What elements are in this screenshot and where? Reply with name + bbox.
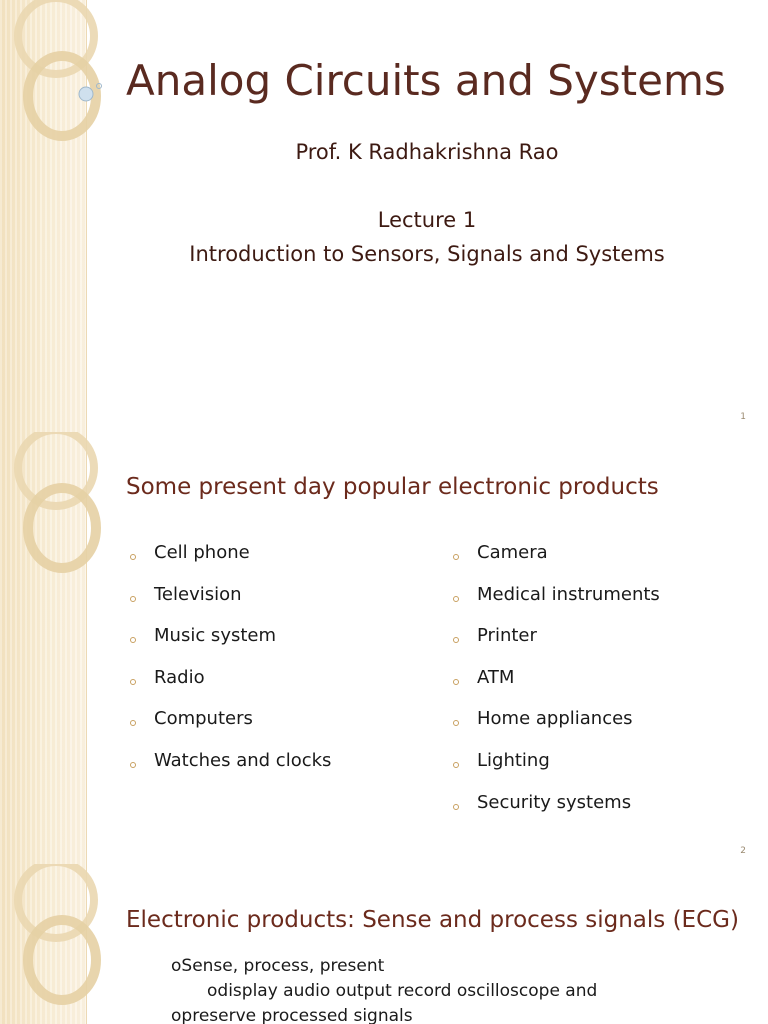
- list-item: Radio: [128, 667, 331, 709]
- bullet-icon: [453, 720, 459, 726]
- bullet-icon: [453, 637, 459, 643]
- bullet-marker: o: [171, 1006, 182, 1024]
- decorative-side-stripe: [0, 864, 87, 1024]
- list-item: oSense, process, present: [171, 956, 385, 976]
- list-item: Cell phone: [128, 542, 331, 584]
- product-list-left: [128, 542, 331, 792]
- list-item: Music system: [128, 625, 331, 667]
- list-item: Watches and clocks: [128, 750, 331, 792]
- list-item: Computers: [128, 708, 331, 750]
- bullet-icon: [453, 804, 459, 810]
- bullet-icon: [130, 637, 136, 643]
- bullet-icon: [130, 720, 136, 726]
- bullet-marker: o: [171, 956, 182, 976]
- list-item: Medical instruments: [451, 584, 660, 626]
- slide-2: [0, 432, 768, 864]
- product-list-right: [451, 542, 660, 833]
- slide-heading: Some present day popular electronic products: [126, 474, 659, 500]
- bullet-icon: [130, 679, 136, 685]
- slide-number: 2: [740, 846, 746, 856]
- list-item: Home appliances: [451, 708, 660, 750]
- bullet-icon: [130, 762, 136, 768]
- slide-1: [0, 0, 768, 432]
- list-item: Printer: [451, 625, 660, 667]
- slide-title: Analog Circuits and Systems: [126, 56, 726, 105]
- slide-heading: Electronic products: Sense and process signals (ECG): [126, 907, 739, 933]
- list-item: Security systems: [451, 792, 660, 834]
- bullet-icon: [453, 679, 459, 685]
- bullet-icon: [453, 554, 459, 560]
- list-item: Lighting: [451, 750, 660, 792]
- ring-decoration-icon: [0, 864, 120, 1024]
- list-item: odisplay audio output record oscilloscope and: [207, 981, 598, 1001]
- list-item: Television: [128, 584, 331, 626]
- lecture-topic: Introduction to Sensors, Signals and Systems: [189, 242, 665, 266]
- bullet-icon: [453, 596, 459, 602]
- bullet-icon: [130, 554, 136, 560]
- bullet-icon: [453, 762, 459, 768]
- author-name: Prof. K Radhakrishna Rao: [295, 140, 559, 164]
- decorative-side-stripe: [0, 432, 87, 864]
- slide-number: 1: [740, 412, 746, 422]
- list-item: opreserve processed signals: [171, 1006, 413, 1024]
- ring-decoration-icon: [0, 432, 120, 864]
- slide-3: [0, 864, 768, 1024]
- bullet-marker: o: [207, 981, 218, 1001]
- lecture-number: Lecture 1: [377, 208, 477, 232]
- bullet-icon: [130, 596, 136, 602]
- list-item: ATM: [451, 667, 660, 709]
- list-item: Camera: [451, 542, 660, 584]
